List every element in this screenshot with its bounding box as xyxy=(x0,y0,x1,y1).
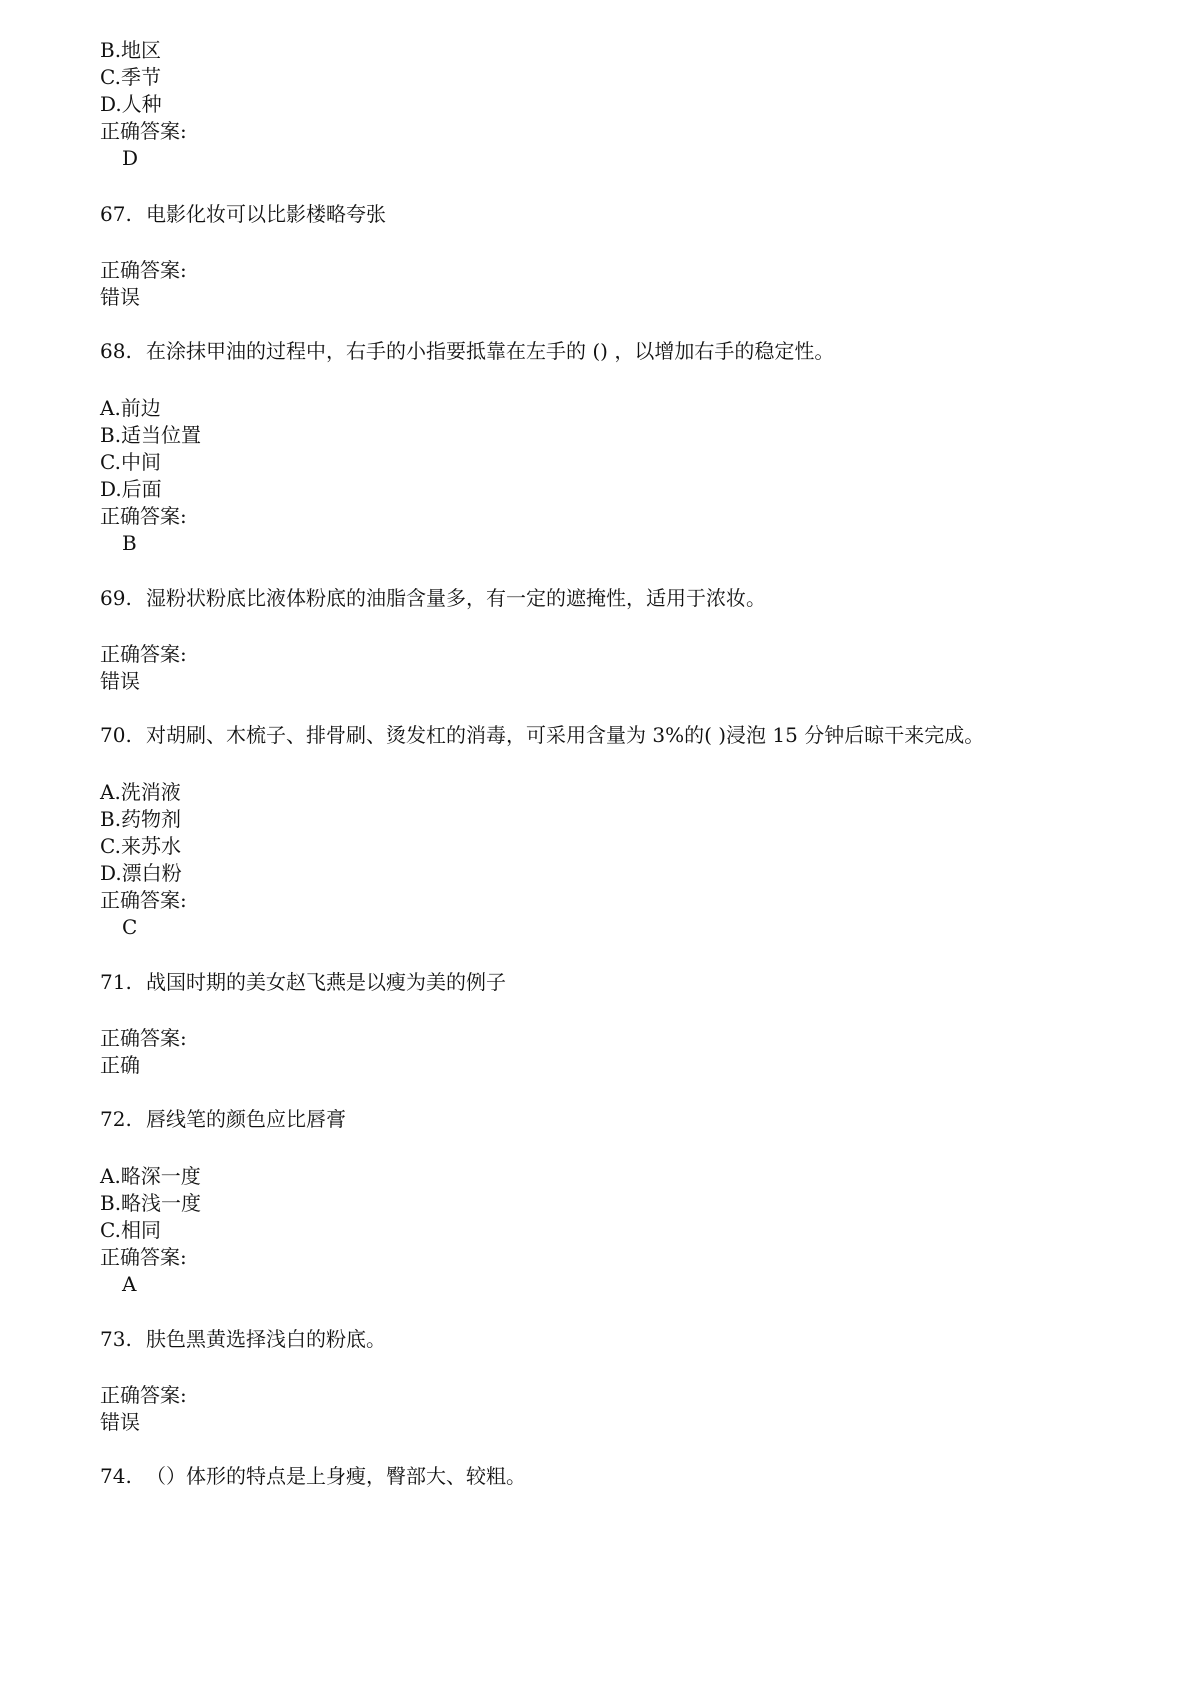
option-a: A.前边 xyxy=(100,396,161,420)
option-b: B.地区 xyxy=(100,38,162,62)
question-68 xyxy=(100,337,834,365)
option-b: B.适当位置 xyxy=(100,423,202,447)
answer-value: A xyxy=(122,1272,137,1296)
question-number: 71. xyxy=(100,970,132,994)
answer-value: C xyxy=(122,915,138,939)
option-a: A.洗消液 xyxy=(100,780,181,804)
question-text: 战国时期的美女赵飞燕是以瘦为美的例子 xyxy=(146,970,506,994)
question-text: 湿粉状粉底比液体粉底的油脂含量多，有一定的遮掩性，适用于浓妆。 xyxy=(146,586,766,610)
option-c: C.季节 xyxy=(100,65,161,89)
answer-label: 正确答案: xyxy=(100,1383,187,1407)
question-number: 70. xyxy=(100,723,132,747)
question-text: （）体形的特点是上身瘦，臀部大、较粗。 xyxy=(146,1464,526,1488)
answer-value: 正确 xyxy=(100,1053,140,1077)
question-67 xyxy=(100,200,386,228)
question-72 xyxy=(100,1105,346,1133)
answer-value: D xyxy=(122,146,139,170)
question-text: 电影化妆可以比影楼略夸张 xyxy=(146,202,386,226)
question-74 xyxy=(100,1462,526,1490)
answer-value: 错误 xyxy=(100,1410,140,1434)
option-d: D.后面 xyxy=(100,477,162,501)
option-d: D.人种 xyxy=(100,92,162,116)
question-number: 68. xyxy=(100,339,132,363)
option-c: C.相同 xyxy=(100,1218,161,1242)
answer-label: 正确答案: xyxy=(100,119,187,143)
question-71 xyxy=(100,968,506,996)
question-number: 72. xyxy=(100,1107,132,1131)
question-69 xyxy=(100,584,766,612)
question-73 xyxy=(100,1325,386,1353)
option-a: A.略深一度 xyxy=(100,1164,201,1188)
answer-label: 正确答案: xyxy=(100,1026,187,1050)
answer-value: B xyxy=(122,531,137,555)
question-text: 肤色黑黄选择浅白的粉底。 xyxy=(146,1327,386,1351)
question-number: 73. xyxy=(100,1327,132,1351)
answer-label: 正确答案: xyxy=(100,888,187,912)
question-text: 唇线笔的颜色应比唇膏 xyxy=(146,1107,346,1131)
option-c: C.来苏水 xyxy=(100,834,181,858)
option-c: C.中间 xyxy=(100,450,161,474)
answer-label: 正确答案: xyxy=(100,1245,187,1269)
option-d: D.漂白粉 xyxy=(100,861,182,885)
option-b: B.略浅一度 xyxy=(100,1191,202,1215)
question-text: 在涂抹甲油的过程中，右手的小指要抵靠在左手的 () ，以增加右手的稳定性。 xyxy=(146,339,835,363)
answer-value: 错误 xyxy=(100,669,140,693)
question-number: 67. xyxy=(100,202,132,226)
question-text: 对胡刷、木梳子、排骨刷、烫发杠的消毒，可采用含量为 3%的( )浸泡 15 分钟后晾干来完成。 xyxy=(146,723,985,747)
question-number: 69. xyxy=(100,586,132,610)
question-70 xyxy=(100,721,984,749)
question-number: 74. xyxy=(100,1464,132,1488)
answer-label: 正确答案: xyxy=(100,258,187,282)
option-b: B.药物剂 xyxy=(100,807,182,831)
answer-label: 正确答案: xyxy=(100,642,187,666)
answer-value: 错误 xyxy=(100,285,140,309)
answer-label: 正确答案: xyxy=(100,504,187,528)
